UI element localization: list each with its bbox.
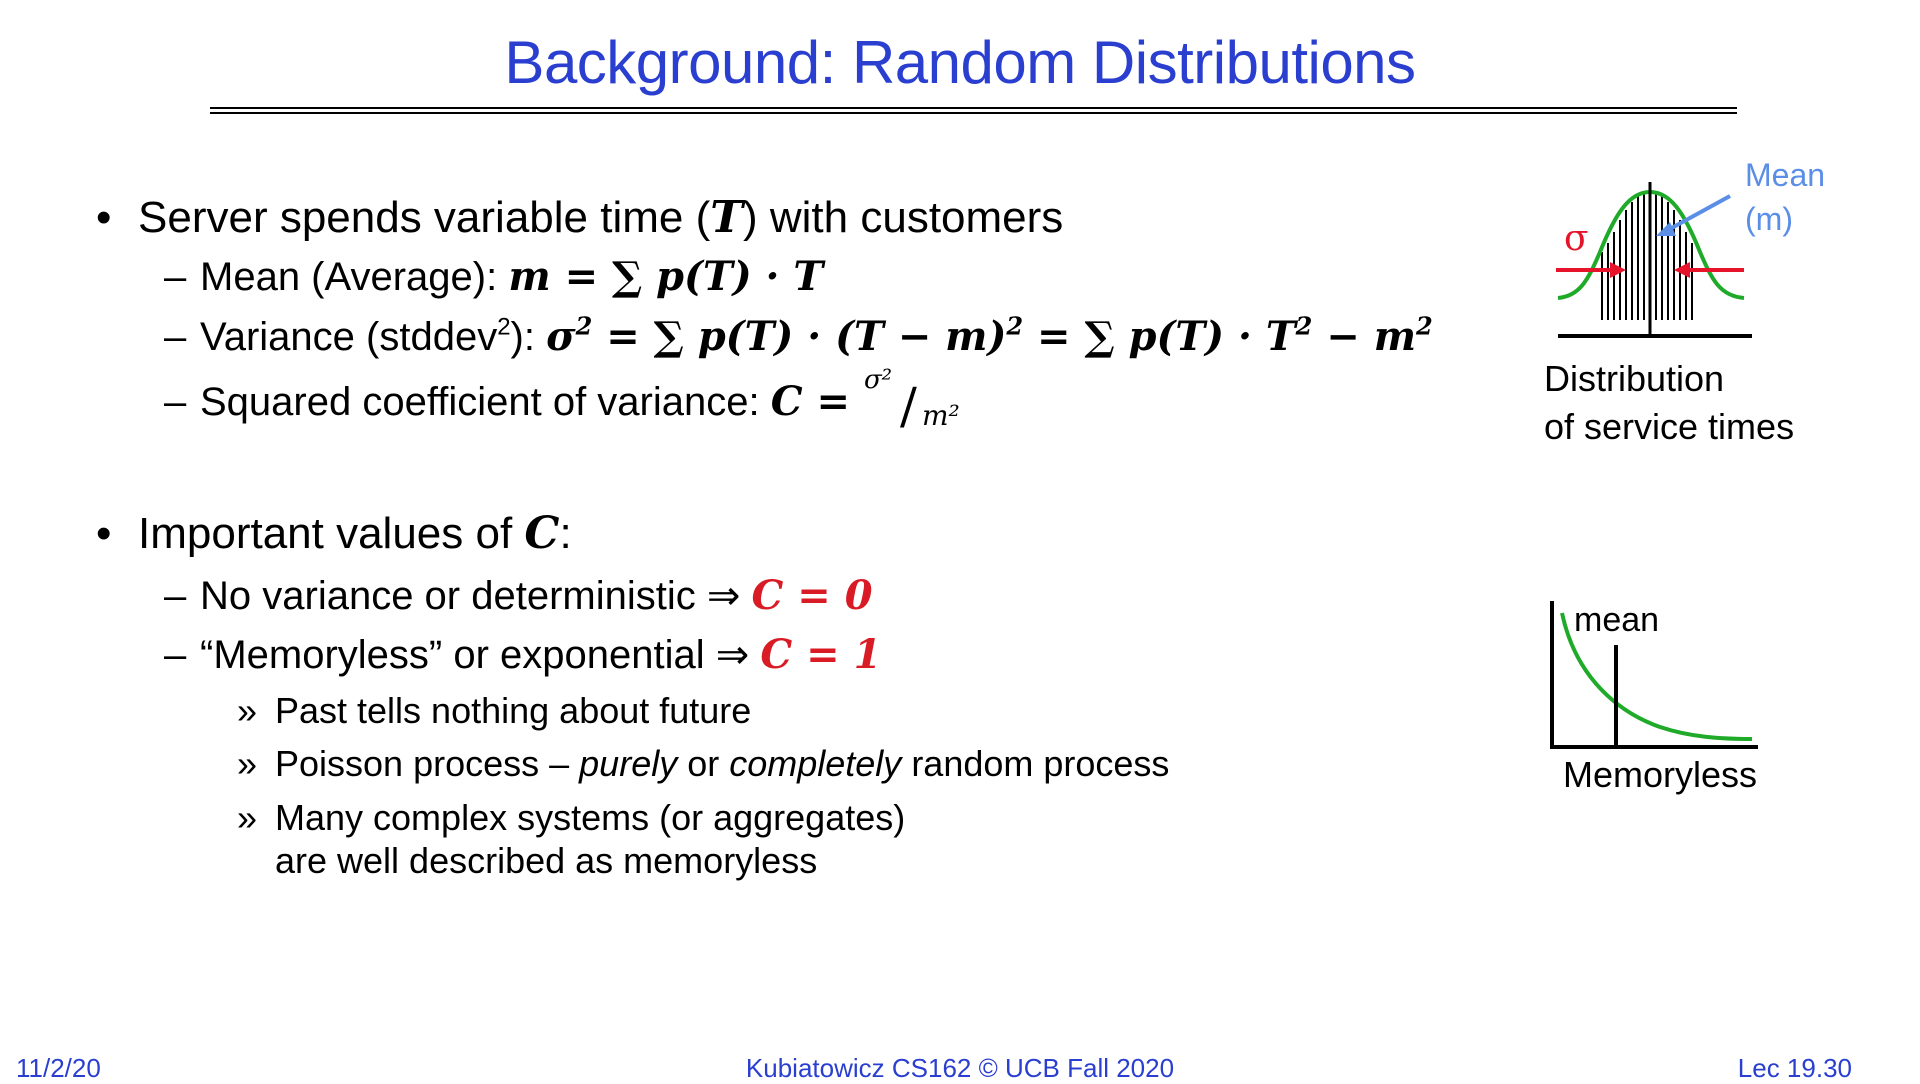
- dash-marker: –: [164, 380, 187, 424]
- bullet-text-b: :: [559, 509, 572, 558]
- distribution-caption-1: Distribution: [1544, 358, 1725, 399]
- bullet-marker: •: [96, 509, 112, 558]
- poisson-em-completely: completely: [729, 743, 902, 784]
- variance-formula: [546, 313, 1433, 360]
- bullet-text-b: ) with customers: [743, 193, 1064, 242]
- title-rule-top: [210, 107, 1737, 109]
- past-text: Past tells nothing about future: [275, 690, 752, 731]
- title-rule-bottom: [210, 112, 1737, 114]
- variance-formula-b: = ∑ p(T) · (T − m): [592, 313, 1007, 360]
- sub2-marker: »: [237, 690, 258, 731]
- variance-label-sup: 2: [497, 313, 511, 341]
- mean-formula: m = ∑ p(T) · T: [508, 253, 824, 300]
- distribution-caption-2: of service times: [1544, 406, 1795, 447]
- bullet-text-a: Server spends variable time (: [138, 193, 711, 242]
- complex-line2: are well described as memoryless: [275, 840, 818, 881]
- poisson-text-c: random process: [901, 743, 1170, 784]
- math-t: T: [710, 192, 743, 243]
- poisson-em-purely: purely: [579, 743, 678, 784]
- variance-sup-1: 2: [575, 311, 593, 341]
- dash-marker: –: [164, 574, 187, 618]
- mem-label: “Memoryless” or exponential ⇒: [200, 633, 761, 677]
- footer-date: 11/2/20: [16, 1053, 101, 1083]
- footer-lecture: Lec 19.30: [1737, 1053, 1852, 1083]
- mean-label-line2: (m): [1745, 201, 1793, 237]
- sub-memoryless: [164, 631, 881, 678]
- scv-lhs: C =: [770, 378, 864, 425]
- sub-variance: [164, 313, 1433, 360]
- bullet-text-a: Important values of: [138, 509, 525, 558]
- sub-mean: [164, 253, 823, 300]
- scv-label: Squared coefficient of variance:: [200, 380, 771, 424]
- sub2-marker: »: [237, 743, 258, 784]
- memoryless-mean-label: mean: [1574, 601, 1660, 639]
- scv-slash: /: [899, 377, 917, 435]
- variance-formula-a: σ: [546, 313, 576, 360]
- variance-label-b: ):: [510, 315, 547, 359]
- sub-scv: [164, 365, 960, 435]
- footer-course: Kubiatowicz CS162 © UCB Fall 2020: [745, 1053, 1175, 1083]
- scv-numerator: σ²: [863, 365, 893, 395]
- distribution-figure: [1530, 150, 1830, 350]
- mean-label: Mean (Average):: [200, 255, 509, 299]
- sub2-past: [237, 690, 751, 732]
- bullet-marker: •: [96, 193, 112, 242]
- dash-marker: –: [164, 633, 187, 677]
- sigma-arrow-right: [1674, 262, 1744, 278]
- variance-label-a: Variance (stddev: [200, 315, 498, 359]
- dash-marker: –: [164, 255, 187, 299]
- poisson-text-b: or: [677, 743, 730, 784]
- sub2-marker: »: [237, 797, 258, 838]
- mem-value: C = 1: [760, 631, 882, 678]
- sub-deterministic: [164, 572, 873, 619]
- sigma-arrow-left: [1556, 262, 1626, 278]
- variance-sup-2: 2: [1006, 311, 1024, 341]
- mean-label-line1: Mean: [1745, 157, 1826, 193]
- slide-title: Background: Random Distributions: [504, 29, 1416, 96]
- variance-sup-3: 2: [1295, 311, 1313, 341]
- sigma-symbol: σ: [1564, 218, 1589, 259]
- variance-formula-d: − m: [1312, 313, 1417, 360]
- sub2-complex-cont: [275, 840, 817, 882]
- scv-denominator: m²: [921, 399, 960, 432]
- scv-fraction: [863, 365, 960, 435]
- sub2-complex: [237, 797, 905, 839]
- variance-formula-c: = ∑ p(T) · T: [1023, 313, 1296, 360]
- complex-line1: Many complex systems (or aggregates): [275, 797, 906, 838]
- math-c: C: [524, 508, 560, 559]
- sub2-poisson: [237, 743, 1169, 785]
- bullet-important-values: [96, 508, 572, 559]
- det-value: C = 0: [751, 572, 873, 619]
- dash-marker: –: [164, 315, 187, 359]
- det-label: No variance or deterministic ⇒: [200, 574, 752, 618]
- poisson-text-a: Poisson process –: [275, 743, 580, 784]
- bullet-server-time: [96, 192, 1063, 243]
- memoryless-caption: Memoryless: [1563, 754, 1758, 795]
- variance-sup-4: 2: [1416, 311, 1433, 341]
- memoryless-figure: [1540, 595, 1780, 755]
